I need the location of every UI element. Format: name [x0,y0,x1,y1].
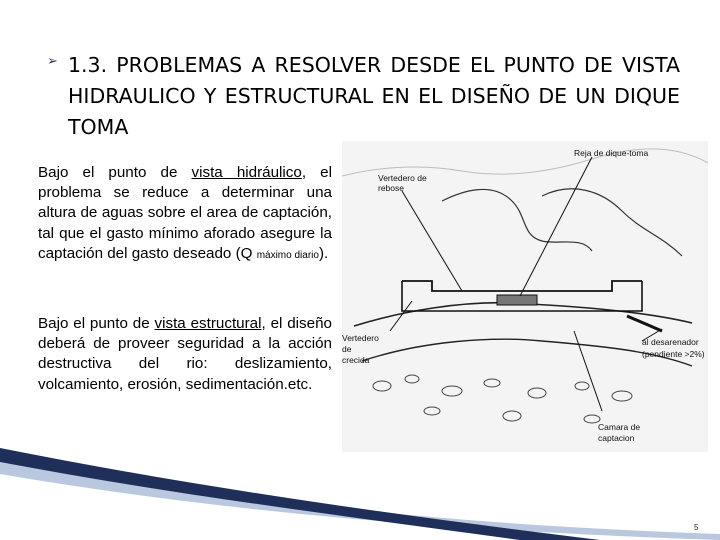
intake-grate [497,295,537,305]
dique-toma-sketch [342,141,708,452]
structural-body: , el diseño deberá de proveer seguridad a la acción destructiva del rio: deslizamiento, volcamiento, erosión, sedimentación.etc. [38,315,332,393]
hydraulic-lead: Bajo el punto de [38,164,192,181]
arrow-bullet-icon: ➢ [47,54,58,69]
label-vertedero-rebose-2: rebose [378,183,404,193]
label-desarenador-2: (pendiente >2%) [642,349,705,359]
dique-toma-diagram [342,141,708,452]
label-vertedero-crecida-3: crecida [342,355,370,365]
label-camara-2: captacion [598,433,635,443]
page-number: 5 [694,523,699,532]
footer-swoosh [0,448,720,540]
hydraulic-end: ). [318,244,329,262]
label-desarenador-1: al desarenador [642,337,699,347]
structural-paragraph [38,314,332,395]
label-reja: Reja de dique-toma [574,148,649,158]
hydraulic-paragraph [38,163,332,266]
structural-emphasis: vista estructural [154,315,262,332]
hydraulic-body: , el problema se reduce a determinar una altura de aguas sobre el area de captación, tal que el gasto mínimo aforado asegure la captación del gasto deseado (Q [38,164,332,262]
flow-subscript: máximo diario [256,249,319,261]
label-camara-1: Camara de [598,422,641,432]
label-vertedero-crecida-1: Vertedero [342,333,379,343]
structural-lead: Bajo el punto de [38,315,155,332]
label-vertedero-crecida-2: de [342,344,352,354]
slide-title: 1.3. PROBLEMAS A RESOLVER DESDE EL PUNTO DE VISTA HIDRAULICO Y ESTRUCTURAL EN EL DISEÑO DE UN DIQUE TOMA [68,53,680,139]
hydraulic-emphasis: vista hidráulico [191,164,302,181]
label-vertedero-rebose-1: Vertedero de [378,173,427,183]
